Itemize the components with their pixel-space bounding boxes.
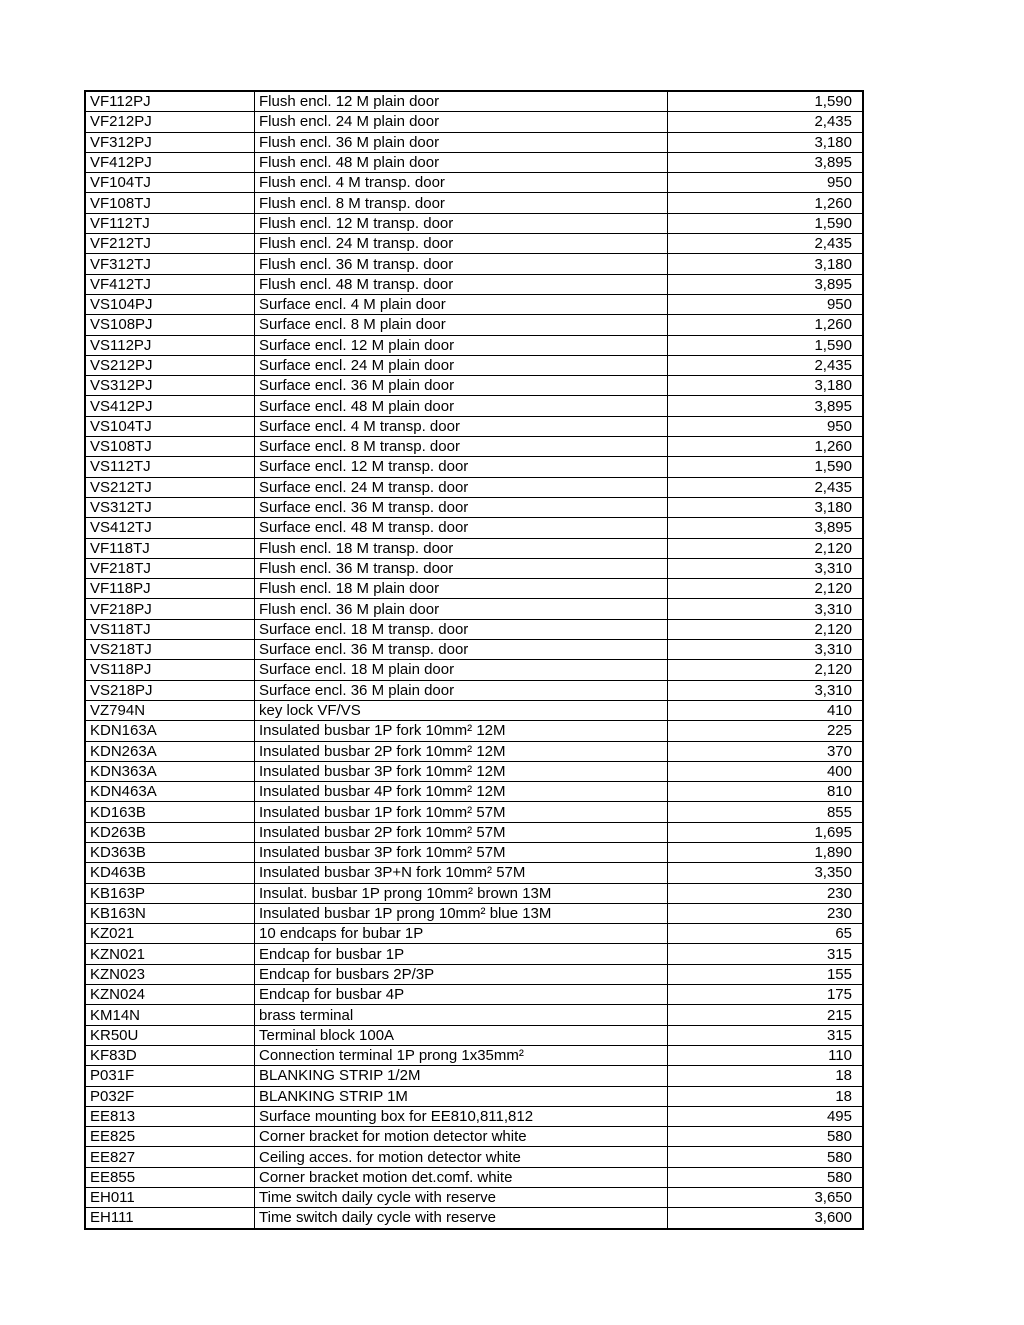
product-code-cell: KD263B	[85, 822, 255, 842]
price-cell: 3,310	[668, 680, 864, 700]
description-cell: Time switch daily cycle with reserve	[255, 1188, 668, 1208]
price-cell: 215	[668, 1005, 864, 1025]
price-cell: 855	[668, 802, 864, 822]
product-code-cell: VF218PJ	[85, 599, 255, 619]
description-cell: Flush encl. 48 M transp. door	[255, 274, 668, 294]
product-code-cell: VF104TJ	[85, 173, 255, 193]
table-row	[85, 1045, 863, 1065]
description-cell: Surface encl. 8 M transp. door	[255, 437, 668, 457]
price-cell: 2,435	[668, 112, 864, 132]
price-cell: 2,120	[668, 619, 864, 639]
product-code-cell: VS118TJ	[85, 619, 255, 639]
table-row	[85, 437, 863, 457]
table-row	[85, 863, 863, 883]
product-code-cell: VF412PJ	[85, 152, 255, 172]
table-row	[85, 660, 863, 680]
table-row	[85, 599, 863, 619]
description-cell: Insulated busbar 2P fork 10mm² 12M	[255, 741, 668, 761]
product-code-cell: VS104TJ	[85, 416, 255, 436]
price-cell: 3,895	[668, 152, 864, 172]
price-cell: 400	[668, 761, 864, 781]
table-row	[85, 315, 863, 335]
price-cell: 3,310	[668, 558, 864, 578]
price-cell: 3,180	[668, 254, 864, 274]
table-row	[85, 1208, 863, 1229]
description-cell: Surface encl. 24 M transp. door	[255, 477, 668, 497]
description-cell: Endcap for busbar 4P	[255, 985, 668, 1005]
product-code-cell: KM14N	[85, 1005, 255, 1025]
price-cell: 18	[668, 1066, 864, 1086]
description-cell: Flush encl. 36 M transp. door	[255, 558, 668, 578]
product-code-cell: KZN023	[85, 964, 255, 984]
price-cell: 580	[668, 1127, 864, 1147]
table-row	[85, 254, 863, 274]
description-cell: Corner bracket motion det.comf. white	[255, 1167, 668, 1187]
table-row	[85, 721, 863, 741]
description-cell: Insulated busbar 4P fork 10mm² 12M	[255, 782, 668, 802]
description-cell: Insulated busbar 3P+N fork 10mm² 57M	[255, 863, 668, 883]
description-cell: Surface encl. 48 M transp. door	[255, 518, 668, 538]
table-row	[85, 355, 863, 375]
price-cell: 2,120	[668, 538, 864, 558]
product-code-cell: VS312TJ	[85, 497, 255, 517]
product-code-cell: EH111	[85, 1208, 255, 1229]
table-row	[85, 1188, 863, 1208]
table-row	[85, 883, 863, 903]
price-cell: 950	[668, 173, 864, 193]
table-row	[85, 619, 863, 639]
product-code-cell: KD363B	[85, 842, 255, 862]
table-row	[85, 802, 863, 822]
price-cell: 370	[668, 741, 864, 761]
product-code-cell: KZN024	[85, 985, 255, 1005]
price-cell: 315	[668, 1025, 864, 1045]
price-cell: 3,180	[668, 132, 864, 152]
table-row	[85, 497, 863, 517]
description-cell: Ceiling acces. for motion detector white	[255, 1147, 668, 1167]
product-code-cell: KB163N	[85, 903, 255, 923]
description-cell: Endcap for busbar 1P	[255, 944, 668, 964]
product-code-cell: VS312PJ	[85, 376, 255, 396]
table-row	[85, 1025, 863, 1045]
description-cell: Surface encl. 4 M plain door	[255, 294, 668, 314]
table-row	[85, 680, 863, 700]
table-row	[85, 477, 863, 497]
product-code-cell: VS218TJ	[85, 640, 255, 660]
price-list-body	[85, 91, 863, 1229]
description-cell: BLANKING STRIP 1M	[255, 1086, 668, 1106]
description-cell: Surface encl. 12 M plain door	[255, 335, 668, 355]
description-cell: BLANKING STRIP 1/2M	[255, 1066, 668, 1086]
product-code-cell: VF312TJ	[85, 254, 255, 274]
table-row	[85, 396, 863, 416]
price-list-table	[84, 90, 864, 1230]
product-code-cell: KZN021	[85, 944, 255, 964]
description-cell: brass terminal	[255, 1005, 668, 1025]
description-cell: Corner bracket for motion detector white	[255, 1127, 668, 1147]
price-cell: 3,650	[668, 1188, 864, 1208]
description-cell: Surface encl. 18 M plain door	[255, 660, 668, 680]
table-row	[85, 335, 863, 355]
table-row	[85, 274, 863, 294]
product-code-cell: KDN263A	[85, 741, 255, 761]
price-cell: 1,260	[668, 193, 864, 213]
table-row	[85, 91, 863, 112]
price-cell: 2,120	[668, 579, 864, 599]
table-row	[85, 822, 863, 842]
description-cell: Flush encl. 4 M transp. door	[255, 173, 668, 193]
product-code-cell: VF112TJ	[85, 213, 255, 233]
table-row	[85, 376, 863, 396]
table-row	[85, 416, 863, 436]
table-row	[85, 152, 863, 172]
price-cell: 3,310	[668, 640, 864, 660]
price-cell: 18	[668, 1086, 864, 1106]
price-cell: 580	[668, 1167, 864, 1187]
description-cell: Flush encl. 36 M plain door	[255, 132, 668, 152]
price-cell: 155	[668, 964, 864, 984]
description-cell: Endcap for busbars 2P/3P	[255, 964, 668, 984]
price-cell: 810	[668, 782, 864, 802]
price-cell: 3,310	[668, 599, 864, 619]
price-cell: 230	[668, 903, 864, 923]
description-cell: Surface encl. 4 M transp. door	[255, 416, 668, 436]
table-row	[85, 173, 863, 193]
price-cell: 410	[668, 700, 864, 720]
description-cell: Insulated busbar 1P fork 10mm² 12M	[255, 721, 668, 741]
price-cell: 3,180	[668, 376, 864, 396]
table-row	[85, 964, 863, 984]
price-cell: 1,590	[668, 213, 864, 233]
description-cell: Flush encl. 12 M plain door	[255, 91, 668, 112]
price-cell: 1,695	[668, 822, 864, 842]
product-code-cell: KZ021	[85, 924, 255, 944]
product-code-cell: VS112PJ	[85, 335, 255, 355]
product-code-cell: KD463B	[85, 863, 255, 883]
table-row	[85, 985, 863, 1005]
product-code-cell: EE827	[85, 1147, 255, 1167]
description-cell: Time switch daily cycle with reserve	[255, 1208, 668, 1229]
product-code-cell: VS118PJ	[85, 660, 255, 680]
description-cell: Surface encl. 36 M transp. door	[255, 497, 668, 517]
description-cell: Connection terminal 1P prong 1x35mm²	[255, 1045, 668, 1065]
table-row	[85, 761, 863, 781]
table-row	[85, 1167, 863, 1187]
price-cell: 175	[668, 985, 864, 1005]
description-cell: Insulat. busbar 1P prong 10mm² brown 13M	[255, 883, 668, 903]
product-code-cell: KDN163A	[85, 721, 255, 741]
price-cell: 1,260	[668, 315, 864, 335]
table-row	[85, 1147, 863, 1167]
table-row	[85, 944, 863, 964]
product-code-cell: VF112PJ	[85, 91, 255, 112]
product-code-cell: VS108PJ	[85, 315, 255, 335]
price-cell: 110	[668, 1045, 864, 1065]
description-cell: Surface encl. 18 M transp. door	[255, 619, 668, 639]
description-cell: Surface mounting box for EE810,811,812	[255, 1106, 668, 1126]
price-cell: 950	[668, 416, 864, 436]
table-row	[85, 294, 863, 314]
price-cell: 1,260	[668, 437, 864, 457]
price-cell: 2,435	[668, 234, 864, 254]
description-cell: Surface encl. 36 M plain door	[255, 680, 668, 700]
product-code-cell: VF118PJ	[85, 579, 255, 599]
description-cell: Insulated busbar 2P fork 10mm² 57M	[255, 822, 668, 842]
price-cell: 950	[668, 294, 864, 314]
description-cell: Surface encl. 48 M plain door	[255, 396, 668, 416]
price-cell: 315	[668, 944, 864, 964]
price-cell: 1,590	[668, 335, 864, 355]
table-row	[85, 457, 863, 477]
price-cell: 3,350	[668, 863, 864, 883]
description-cell: Insulated busbar 1P fork 10mm² 57M	[255, 802, 668, 822]
product-code-cell: VZ794N	[85, 700, 255, 720]
description-cell: Surface encl. 8 M plain door	[255, 315, 668, 335]
price-cell: 230	[668, 883, 864, 903]
product-code-cell: KDN363A	[85, 761, 255, 781]
product-code-cell: KR50U	[85, 1025, 255, 1045]
product-code-cell: VS108TJ	[85, 437, 255, 457]
description-cell: Flush encl. 24 M transp. door	[255, 234, 668, 254]
price-cell: 3,180	[668, 497, 864, 517]
description-cell: Surface encl. 12 M transp. door	[255, 457, 668, 477]
description-cell: Flush encl. 18 M plain door	[255, 579, 668, 599]
table-row	[85, 842, 863, 862]
price-cell: 1,890	[668, 842, 864, 862]
price-cell: 1,590	[668, 91, 864, 112]
table-row	[85, 640, 863, 660]
product-code-cell: KF83D	[85, 1045, 255, 1065]
description-cell: Insulated busbar 3P fork 10mm² 57M	[255, 842, 668, 862]
table-row	[85, 1066, 863, 1086]
product-code-cell: VF118TJ	[85, 538, 255, 558]
price-cell: 3,600	[668, 1208, 864, 1229]
price-cell: 2,435	[668, 477, 864, 497]
table-row	[85, 1127, 863, 1147]
table-row	[85, 213, 863, 233]
product-code-cell: EH011	[85, 1188, 255, 1208]
description-cell: Flush encl. 48 M plain door	[255, 152, 668, 172]
product-code-cell: KB163P	[85, 883, 255, 903]
price-cell: 580	[668, 1147, 864, 1167]
product-code-cell: KD163B	[85, 802, 255, 822]
description-cell: Surface encl. 36 M plain door	[255, 376, 668, 396]
table-row	[85, 234, 863, 254]
table-row	[85, 518, 863, 538]
table-row	[85, 579, 863, 599]
product-code-cell: EE855	[85, 1167, 255, 1187]
table-row	[85, 741, 863, 761]
table-row	[85, 132, 863, 152]
table-row	[85, 924, 863, 944]
description-cell: Flush encl. 12 M transp. door	[255, 213, 668, 233]
price-cell: 1,590	[668, 457, 864, 477]
product-code-cell: EE825	[85, 1127, 255, 1147]
product-code-cell: VS218PJ	[85, 680, 255, 700]
table-row	[85, 1106, 863, 1126]
product-code-cell: VF412TJ	[85, 274, 255, 294]
price-cell: 3,895	[668, 396, 864, 416]
table-row	[85, 112, 863, 132]
description-cell: Surface encl. 36 M transp. door	[255, 640, 668, 660]
price-cell: 2,435	[668, 355, 864, 375]
price-cell: 65	[668, 924, 864, 944]
price-cell: 3,895	[668, 274, 864, 294]
table-row	[85, 558, 863, 578]
product-code-cell: VS104PJ	[85, 294, 255, 314]
table-row	[85, 538, 863, 558]
product-code-cell: VF218TJ	[85, 558, 255, 578]
description-cell: Flush encl. 36 M plain door	[255, 599, 668, 619]
product-code-cell: VS112TJ	[85, 457, 255, 477]
product-code-cell: VF212TJ	[85, 234, 255, 254]
description-cell: Flush encl. 18 M transp. door	[255, 538, 668, 558]
description-cell: Flush encl. 24 M plain door	[255, 112, 668, 132]
description-cell: Insulated busbar 3P fork 10mm² 12M	[255, 761, 668, 781]
price-cell: 495	[668, 1106, 864, 1126]
product-code-cell: KDN463A	[85, 782, 255, 802]
description-cell: 10 endcaps for bubar 1P	[255, 924, 668, 944]
price-cell: 225	[668, 721, 864, 741]
description-cell: Flush encl. 36 M transp. door	[255, 254, 668, 274]
product-code-cell: VF312PJ	[85, 132, 255, 152]
description-cell: Insulated busbar 1P prong 10mm² blue 13M	[255, 903, 668, 923]
table-row	[85, 193, 863, 213]
table-row	[85, 903, 863, 923]
table-row	[85, 1086, 863, 1106]
price-cell: 3,895	[668, 518, 864, 538]
price-cell: 2,120	[668, 660, 864, 680]
product-code-cell: EE813	[85, 1106, 255, 1126]
table-row	[85, 1005, 863, 1025]
product-code-cell: VF108TJ	[85, 193, 255, 213]
product-code-cell: VS212PJ	[85, 355, 255, 375]
product-code-cell: P032F	[85, 1086, 255, 1106]
product-code-cell: VS412PJ	[85, 396, 255, 416]
product-code-cell: VS412TJ	[85, 518, 255, 538]
table-row	[85, 700, 863, 720]
description-cell: Terminal block 100A	[255, 1025, 668, 1045]
product-code-cell: P031F	[85, 1066, 255, 1086]
description-cell: Flush encl. 8 M transp. door	[255, 193, 668, 213]
description-cell: Surface encl. 24 M plain door	[255, 355, 668, 375]
description-cell: key lock VF/VS	[255, 700, 668, 720]
product-code-cell: VS212TJ	[85, 477, 255, 497]
table-row	[85, 782, 863, 802]
product-code-cell: VF212PJ	[85, 112, 255, 132]
